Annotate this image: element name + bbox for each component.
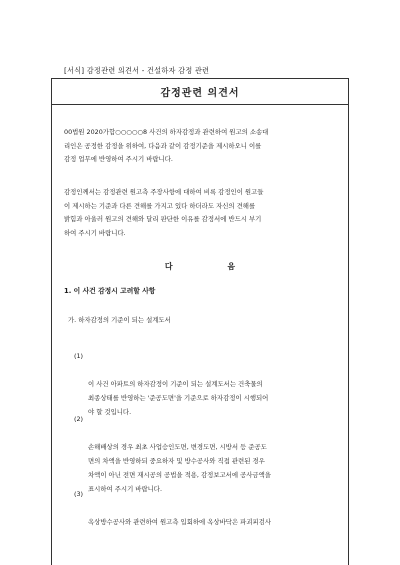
document-title: 감정관련 의견서 [160,88,240,99]
list-item-number: (2) [74,415,84,423]
subsection-heading-a: 가. 하자감정의 기준이 되는 설계도서 [68,316,171,324]
title-row [52,79,348,105]
list-item-number: (3) [74,490,84,498]
list-item-number: (1) [74,352,84,360]
opinion-document [51,78,349,565]
request-paragraph: 감정인께서는 감정관련 원고측 주장사항에 대하여 비록 감정인이 원고들 이 제시하는 기준과 다른 견해를 가지고 있다 하더라도 자신의 견해를 밝힘과 아울러 원고의 견해와 달리 판단한 이유를 감정서에 반드시 부기 하여 주시기 바랍니다. [64,188,264,237]
intro-paragraph: 00법원 2020가합○○○○○8 사건의 하자감정과 관련하여 원고의 소송대 리인은 공정한 감정을 위하여, 다음과 같이 감정기준을 제시하오니 이를 감정 업무에 반영하여 주시기 바랍니다. [64,128,269,163]
list-item [74,487,342,543]
list-item-text: 손해배상의 경우 최초 사업승인도면, 변경도면, 시방서 등 준공도 면의 차액을 반영하되 중요하자 및 방수공사와 직접 관련된 경우 차액이 아닌 전면 재시공의 공법을 적용, 감정보고서에 공사금액을 표시하여 주시기 바랍니다. [88,443,271,493]
list-item-text: 옥상방수공사와 관련하여 원고측 입회하에 옥상바닥은 파괴피검사 [88,518,272,526]
center-heading: 다 음 [164,262,262,271]
list-item-text: 이 사건 아파트의 하자감정이 기준이 되는 설계도서는 건축물의 최종상태를 반영하는 '준공도면'을 기준으로 하자감정이 시행되어 야 할 것입니다. [88,380,269,416]
document-header-tag: [서식] 감정관련 의견서 - 건설하자 감정 관련 [64,66,210,75]
section-heading-1: 1. 이 사건 감정시 고려할 사항 [64,287,156,295]
